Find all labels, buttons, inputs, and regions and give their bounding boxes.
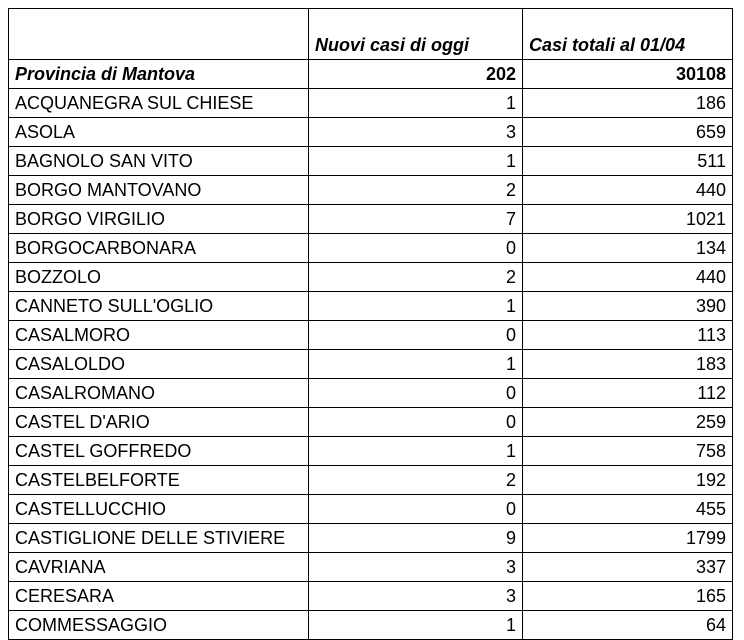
municipality-name[interactable]: CASTELLUCCHIO xyxy=(9,495,309,524)
municipality-name[interactable]: CANNETO SULL'OGLIO xyxy=(9,292,309,321)
municipality-name[interactable]: ASOLA xyxy=(9,118,309,147)
table-row xyxy=(9,466,733,495)
total-cases-cell[interactable]: 165 xyxy=(523,582,733,611)
municipality-name[interactable]: CASALMORO xyxy=(9,321,309,350)
total-cases-cell[interactable]: 440 xyxy=(523,263,733,292)
province-total-cases[interactable]: 30108 xyxy=(523,60,733,89)
municipality-name[interactable]: BOZZOLO xyxy=(9,263,309,292)
new-cases-cell[interactable]: 0 xyxy=(309,408,523,437)
table-row xyxy=(9,205,733,234)
new-cases-cell[interactable]: 3 xyxy=(309,582,523,611)
province-name[interactable]: Provincia di Mantova xyxy=(9,60,309,89)
header-new-cases[interactable]: Nuovi casi di oggi xyxy=(309,9,523,60)
municipality-name[interactable]: BORGO VIRGILIO xyxy=(9,205,309,234)
table-row xyxy=(9,176,733,205)
total-cases-cell[interactable]: 192 xyxy=(523,466,733,495)
new-cases-cell[interactable]: 2 xyxy=(309,263,523,292)
new-cases-cell[interactable]: 1 xyxy=(309,350,523,379)
new-cases-cell[interactable]: 2 xyxy=(309,466,523,495)
table-row xyxy=(9,350,733,379)
table-row xyxy=(9,437,733,466)
municipality-name[interactable]: CASALOLDO xyxy=(9,350,309,379)
new-cases-cell[interactable]: 0 xyxy=(309,379,523,408)
table-row xyxy=(9,408,733,437)
new-cases-cell[interactable]: 1 xyxy=(309,89,523,118)
table-row xyxy=(9,292,733,321)
new-cases-cell[interactable]: 1 xyxy=(309,437,523,466)
spreadsheet xyxy=(8,8,733,640)
municipality-name[interactable]: CASALROMANO xyxy=(9,379,309,408)
municipality-name[interactable]: CERESARA xyxy=(9,582,309,611)
table-row xyxy=(9,89,733,118)
municipality-name[interactable]: ACQUANEGRA SUL CHIESE xyxy=(9,89,309,118)
new-cases-cell[interactable]: 3 xyxy=(309,118,523,147)
table-row xyxy=(9,379,733,408)
new-cases-cell[interactable]: 2 xyxy=(309,176,523,205)
total-cases-cell[interactable]: 113 xyxy=(523,321,733,350)
table-row xyxy=(9,234,733,263)
municipality-name[interactable]: CASTELBELFORTE xyxy=(9,466,309,495)
table-row xyxy=(9,147,733,176)
new-cases-cell[interactable]: 0 xyxy=(309,234,523,263)
header-total-cases[interactable]: Casi totali al 01/04 xyxy=(523,9,733,60)
total-cases-cell[interactable]: 112 xyxy=(523,379,733,408)
province-row xyxy=(9,60,733,89)
new-cases-cell[interactable]: 9 xyxy=(309,524,523,553)
cases-table xyxy=(8,8,733,640)
table-row xyxy=(9,524,733,553)
total-cases-cell[interactable]: 455 xyxy=(523,495,733,524)
municipality-name[interactable]: CASTEL GOFFREDO xyxy=(9,437,309,466)
table-row xyxy=(9,553,733,582)
municipality-name[interactable]: BAGNOLO SAN VITO xyxy=(9,147,309,176)
total-cases-cell[interactable]: 259 xyxy=(523,408,733,437)
table-row xyxy=(9,495,733,524)
municipality-name[interactable]: BORGOCARBONARA xyxy=(9,234,309,263)
new-cases-cell[interactable]: 0 xyxy=(309,321,523,350)
municipality-name[interactable]: BORGO MANTOVANO xyxy=(9,176,309,205)
total-cases-cell[interactable]: 758 xyxy=(523,437,733,466)
total-cases-cell[interactable]: 337 xyxy=(523,553,733,582)
table-row xyxy=(9,118,733,147)
municipality-name[interactable]: COMMESSAGGIO xyxy=(9,611,309,640)
total-cases-cell[interactable]: 440 xyxy=(523,176,733,205)
new-cases-cell[interactable]: 7 xyxy=(309,205,523,234)
table-row xyxy=(9,611,733,640)
new-cases-cell[interactable]: 1 xyxy=(309,147,523,176)
new-cases-cell[interactable]: 0 xyxy=(309,495,523,524)
header-name-cell[interactable] xyxy=(9,9,309,60)
total-cases-cell[interactable]: 1799 xyxy=(523,524,733,553)
table-row xyxy=(9,582,733,611)
municipality-name[interactable]: CASTEL D'ARIO xyxy=(9,408,309,437)
table-row xyxy=(9,321,733,350)
total-cases-cell[interactable]: 134 xyxy=(523,234,733,263)
total-cases-cell[interactable]: 511 xyxy=(523,147,733,176)
new-cases-cell[interactable]: 3 xyxy=(309,553,523,582)
total-cases-cell[interactable]: 186 xyxy=(523,89,733,118)
total-cases-cell[interactable]: 183 xyxy=(523,350,733,379)
total-cases-cell[interactable]: 1021 xyxy=(523,205,733,234)
municipality-name[interactable]: CAVRIANA xyxy=(9,553,309,582)
total-cases-cell[interactable]: 390 xyxy=(523,292,733,321)
new-cases-cell[interactable]: 1 xyxy=(309,611,523,640)
table-row xyxy=(9,263,733,292)
municipality-name[interactable]: CASTIGLIONE DELLE STIVIERE xyxy=(9,524,309,553)
new-cases-cell[interactable]: 1 xyxy=(309,292,523,321)
total-cases-cell[interactable]: 659 xyxy=(523,118,733,147)
total-cases-cell[interactable]: 64 xyxy=(523,611,733,640)
province-new-cases[interactable]: 202 xyxy=(309,60,523,89)
header-row xyxy=(9,9,733,60)
